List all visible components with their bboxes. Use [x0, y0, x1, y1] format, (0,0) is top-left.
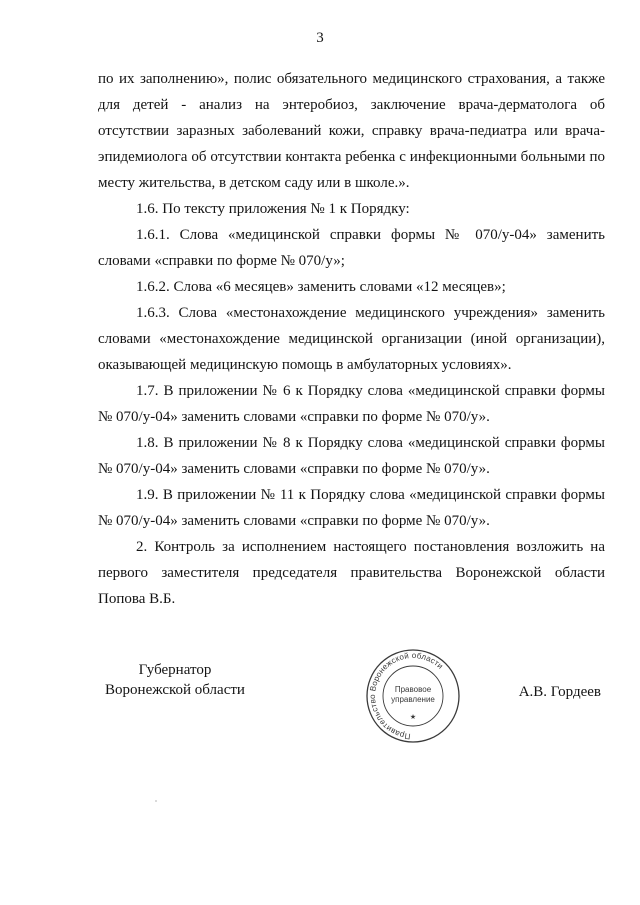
paragraph-1-6-3: 1.6.3. Слова «местонахождение медицинского учреждения» заменить словами «местонахождение медицинской организации (иной организации), оказывающей медицинскую помощь в амбулаторных условиях».	[98, 305, 605, 373]
paragraph-2: 2. Контроль за исполнением настоящего постановления возложить на первого заместителя председателя правительства Воронежской области Попова В.Б.	[98, 539, 605, 607]
stamp-outer-text: Правительство Воронежской области	[367, 650, 445, 741]
signatory-title-line2: Воронежской области	[105, 682, 245, 698]
signature-block	[0, 650, 640, 750]
signatory-title-line1: Губернатор	[138, 662, 212, 678]
paragraph-1-9: 1.9. В приложении № 11 к Порядку слова «медицинской справки формы № 070/у-04» заменить словами «справки по форме № 070/у».	[98, 487, 605, 529]
paragraph-1-6-1: 1.6.1. Слова «медицинской справки формы № 070/у-04» заменить словами «справки по форме № 070/у»;	[98, 227, 605, 269]
signatory-name: А.В. Гордеев	[518, 684, 601, 700]
paragraph-continuation: по их заполнению», полис обязательного медицинского страхования, а также для детей - анализ на энтеробиоз, заключение врача-дерматолога об отсутствии заразных заболеваний кожи, справку врача-педиатра или врача-эпидемиолога об отсутствии контакта ребенка с инфекционными больными по месту жительства, в детском саду или в школе.».	[98, 71, 605, 191]
stamp-inner-line2: управление	[391, 695, 435, 704]
page-number: 3	[316, 30, 324, 46]
stamp-inner-line1: Правовое	[394, 685, 432, 694]
paragraph-1-8: 1.8. В приложении № 8 к Порядку слова «медицинской справки формы № 070/у-04» заменить словами «справки по форме № 070/у».	[98, 435, 605, 477]
stamp-star-icon: ★	[409, 714, 417, 721]
paragraph-1-6: 1.6. По тексту приложения № 1 к Порядку:	[136, 201, 410, 217]
official-stamp	[365, 648, 461, 744]
scan-speck	[155, 800, 157, 802]
paragraph-1-7: 1.7. В приложении № 6 к Порядку слова «медицинской справки формы № 070/у-04» заменить словами «справки по форме № 070/у».	[98, 383, 605, 425]
paragraph-1-6-2: 1.6.2. Слова «6 месяцев» заменить словами «12 месяцев»;	[136, 279, 506, 295]
document-body	[98, 66, 605, 612]
signatory-title	[100, 660, 250, 700]
